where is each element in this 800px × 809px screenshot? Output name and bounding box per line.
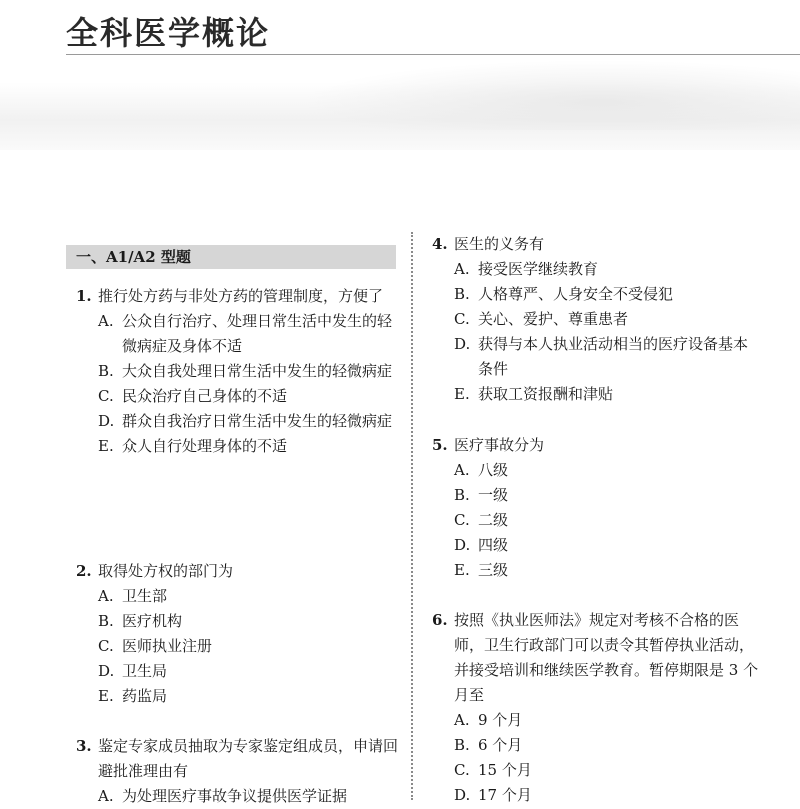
question-text: 鉴定专家成员抽取为专家鉴定组成员，申请回避批准理由有 bbox=[98, 737, 399, 780]
option-text: 6 个月 bbox=[478, 736, 523, 754]
option-letter: B. bbox=[98, 612, 114, 630]
option-a bbox=[76, 784, 398, 809]
option-letter: A. bbox=[454, 260, 470, 278]
question-6 bbox=[432, 608, 762, 808]
option-d bbox=[432, 783, 762, 808]
option-text: 一级 bbox=[478, 486, 509, 504]
option-letter: E. bbox=[454, 385, 470, 403]
option-text: 民众治疗自己身体的不适 bbox=[122, 387, 288, 405]
option-letter: A. bbox=[454, 711, 470, 729]
option-letter: B. bbox=[454, 486, 470, 504]
option-letter: A. bbox=[98, 787, 114, 805]
option-a bbox=[432, 458, 762, 483]
option-e bbox=[432, 558, 762, 583]
option-c bbox=[432, 758, 762, 783]
option-d bbox=[432, 533, 762, 558]
question-stem bbox=[432, 232, 762, 257]
option-a bbox=[76, 584, 398, 609]
option-text: 众人自行处理身体的不适 bbox=[122, 437, 288, 455]
option-list bbox=[432, 708, 762, 808]
question-text: 医生的义务有 bbox=[454, 235, 545, 253]
option-letter: C. bbox=[98, 637, 114, 655]
option-text: 接受医学继续教育 bbox=[478, 260, 599, 278]
option-letter: C. bbox=[454, 761, 470, 779]
question-number: 4. bbox=[432, 235, 448, 253]
question-stem bbox=[432, 608, 762, 708]
option-text: 17 个月 bbox=[478, 786, 532, 804]
title-divider bbox=[66, 54, 800, 55]
option-text: 医疗机构 bbox=[122, 612, 183, 630]
option-b bbox=[432, 483, 762, 508]
question-stem bbox=[432, 433, 762, 458]
option-d bbox=[432, 332, 762, 382]
option-c bbox=[76, 384, 398, 409]
option-e bbox=[76, 684, 398, 709]
option-c bbox=[432, 307, 762, 332]
option-letter: B. bbox=[454, 285, 470, 303]
question-text: 取得处方权的部门为 bbox=[98, 562, 234, 580]
option-c bbox=[432, 508, 762, 533]
option-letter: D. bbox=[98, 662, 115, 680]
option-letter: A. bbox=[454, 461, 470, 479]
page-title: 全科医学概论 bbox=[66, 14, 271, 52]
question-3 bbox=[76, 734, 398, 809]
option-text: 9 个月 bbox=[478, 711, 523, 729]
question-stem bbox=[76, 559, 398, 584]
option-text: 大众自我处理日常生活中发生的轻微病症 bbox=[122, 362, 393, 380]
option-a bbox=[76, 309, 398, 359]
option-b bbox=[76, 609, 398, 634]
option-list bbox=[76, 309, 398, 459]
option-text: 医师执业注册 bbox=[122, 637, 213, 655]
option-list bbox=[76, 784, 398, 809]
question-text: 医疗事故分为 bbox=[454, 436, 545, 454]
question-number: 2. bbox=[76, 562, 92, 580]
option-c bbox=[76, 634, 398, 659]
option-letter: D. bbox=[454, 335, 471, 353]
option-e bbox=[432, 382, 762, 407]
column-divider bbox=[411, 232, 413, 800]
option-text: 为处理医疗事故争议提供医学证据 bbox=[122, 787, 348, 805]
option-letter: D. bbox=[454, 786, 471, 804]
option-d bbox=[76, 659, 398, 684]
question-text: 推行处方药与非处方药的管理制度，方便了 bbox=[98, 287, 384, 305]
question-text: 按照《执业医师法》规定对考核不合格的医师，卫生行政部门可以责令其暂停执业活动，并接受培训和继续医学教育。暂停期限是 3 个月至 bbox=[454, 611, 759, 704]
option-a bbox=[432, 708, 762, 733]
section-heading: 一、A1/A2 型题 bbox=[66, 245, 396, 269]
option-letter: D. bbox=[454, 536, 471, 554]
question-number: 5. bbox=[432, 436, 448, 454]
option-letter: E. bbox=[454, 561, 470, 579]
option-text: 二级 bbox=[478, 511, 509, 529]
option-list bbox=[432, 458, 762, 583]
option-letter: C. bbox=[98, 387, 114, 405]
option-letter: D. bbox=[98, 412, 115, 430]
option-letter: A. bbox=[98, 587, 114, 605]
question-4 bbox=[432, 232, 762, 407]
question-number: 6. bbox=[432, 611, 448, 629]
question-stem bbox=[76, 284, 398, 309]
question-number: 3. bbox=[76, 737, 92, 755]
option-text: 公众自行治疗、处理日常生活中发生的轻微病症及身体不适 bbox=[122, 312, 393, 355]
option-letter: A. bbox=[98, 312, 114, 330]
option-b bbox=[76, 359, 398, 384]
option-list bbox=[76, 584, 398, 709]
option-b bbox=[432, 733, 762, 758]
option-text: 卫生局 bbox=[122, 662, 168, 680]
option-e bbox=[76, 434, 398, 459]
option-letter: C. bbox=[454, 310, 470, 328]
question-5 bbox=[432, 433, 762, 583]
option-text: 八级 bbox=[478, 461, 509, 479]
option-letter: B. bbox=[98, 362, 114, 380]
option-text: 人格尊严、人身安全不受侵犯 bbox=[478, 285, 674, 303]
option-list bbox=[432, 257, 762, 407]
option-letter: B. bbox=[454, 736, 470, 754]
option-d bbox=[76, 409, 398, 434]
question-stem bbox=[76, 734, 398, 784]
option-text: 卫生部 bbox=[122, 587, 168, 605]
option-b bbox=[432, 282, 762, 307]
question-number: 1. bbox=[76, 287, 92, 305]
option-text: 四级 bbox=[478, 536, 509, 554]
option-letter: E. bbox=[98, 687, 114, 705]
option-text: 药监局 bbox=[122, 687, 168, 705]
question-1 bbox=[76, 284, 398, 459]
option-text: 三级 bbox=[478, 561, 509, 579]
option-a bbox=[432, 257, 762, 282]
option-letter: E. bbox=[98, 437, 114, 455]
option-text: 关心、爱护、尊重患者 bbox=[478, 310, 629, 328]
option-text: 获取工资报酬和津贴 bbox=[478, 385, 614, 403]
option-text: 15 个月 bbox=[478, 761, 532, 779]
option-letter: C. bbox=[454, 511, 470, 529]
question-2 bbox=[76, 559, 398, 709]
option-text: 群众自我治疗日常生活中发生的轻微病症 bbox=[122, 412, 393, 430]
option-text: 获得与本人执业活动相当的医疗设备基本条件 bbox=[478, 335, 749, 378]
